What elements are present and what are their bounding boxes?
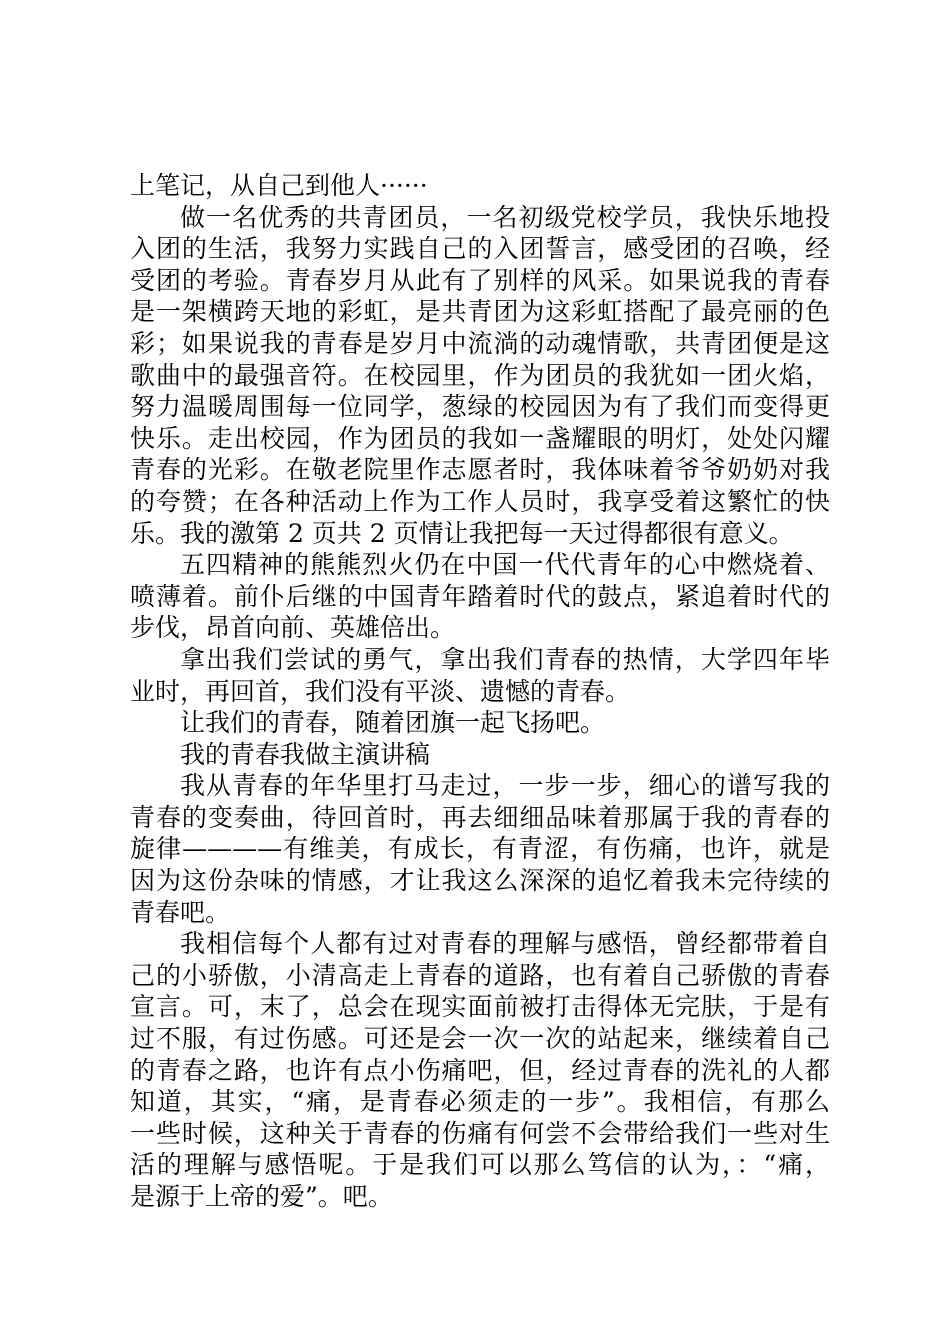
text-line: 上笔记，从自己到他人······ bbox=[130, 171, 428, 200]
text-line: 活的理解与感悟呢。于是我们可以那么笃信的认为，：“痛， bbox=[130, 1150, 830, 1180]
text-line: 拿出我们尝试的勇气，拿出我们青春的热情，大学四年毕 bbox=[180, 644, 830, 674]
text-line: 我相信每个人都有过对青春的理解与感悟，曾经都带着自 bbox=[180, 929, 830, 959]
text-line: 青春的变奏曲，待回首时，再去细细品味着那属于我的青春的 bbox=[130, 802, 830, 832]
text-line: 步伐，昂首向前、英雄倍出。 bbox=[130, 613, 456, 643]
text-line: 是源于上帝的爱”。吧。 bbox=[130, 1182, 393, 1211]
text-line: 做一名优秀的共青团员，一名初级党校学员，我快乐地投 bbox=[180, 202, 830, 232]
text-line: 我从青春的年华里打马走过，一步一步，细心的谱写我的 bbox=[180, 771, 830, 801]
text-line: 旋律————有维美，有成长，有青涩，有伤痛，也许，就是 bbox=[130, 834, 830, 864]
text-line: 五四精神的熊熊烈火仍在中国一代代青年的心中燃烧着、 bbox=[180, 550, 830, 580]
text-line: 知道，其实，“痛，是青春必须走的一步”。我相信，有那么 bbox=[130, 1087, 830, 1117]
text-line: 青春吧。 bbox=[130, 897, 231, 927]
document-body bbox=[130, 170, 830, 1213]
text-line: 我的青春我做主演讲稿 bbox=[180, 739, 431, 769]
text-line: 彩；如果说我的青春是岁月中流淌的动魂情歌，共青团便是这 bbox=[130, 328, 830, 358]
text-line: 歌曲中的最强音符。在校园里，作为团员的我犹如一团火焰， bbox=[130, 360, 830, 390]
text-line: 过不服，有过伤感。可还是会一次一次的站起来，继续着自己 bbox=[130, 1024, 830, 1054]
text-line: 己的小骄傲，小清高走上青春的道路，也有着自己骄傲的青春 bbox=[130, 960, 830, 990]
text-line: 业时，再回首，我们没有平淡、遗憾的青春。 bbox=[130, 676, 631, 706]
text-line: 努力温暖周围每一位同学，葱绿的校园因为有了我们而变得更 bbox=[130, 392, 830, 422]
text-line: 的青春之路，也许有点小伤痛吧，但，经过青春的洗礼的人都 bbox=[130, 1055, 830, 1085]
text-line: 快乐。走出校园，作为团员的我如一盏耀眼的明灯，处处闪耀 bbox=[130, 423, 830, 453]
text-line: 青春的光彩。在敬老院里作志愿者时，我体味着爷爷奶奶对我 bbox=[130, 455, 830, 485]
text-line: 入团的生活，我努力实践自己的入团誓言，感受团的召唤，经 bbox=[130, 234, 830, 264]
text-line: 一些时候，这种关于青春的伤痛有何尝不会带给我们一些对生 bbox=[130, 1118, 830, 1148]
text-line: 乐。我的激第 2 页共 2 页情让我把每一天过得都很有意义。 bbox=[130, 518, 794, 548]
text-line: 因为这份杂味的情感，才让我这么深深的追忆着我未完待续的 bbox=[130, 866, 830, 896]
text-line: 的夸赞；在各种活动上作为工作人员时，我享受着这繁忙的快 bbox=[130, 486, 830, 516]
text-line: 宣言。可，末了，总会在现实面前被打击得体无完肤，于是有 bbox=[130, 992, 830, 1022]
text-line: 是一架横跨天地的彩虹，是共青团为这彩虹搭配了最亮丽的色 bbox=[130, 297, 830, 327]
text-line: 让我们的青春，随着团旗一起飞扬吧。 bbox=[180, 708, 606, 738]
text-line: 受团的考验。青春岁月从此有了别样的风采。如果说我的青春 bbox=[130, 265, 830, 295]
text-line: 喷薄着。前仆后继的中国青年踏着时代的鼓点，紧追着时代的 bbox=[130, 581, 830, 611]
